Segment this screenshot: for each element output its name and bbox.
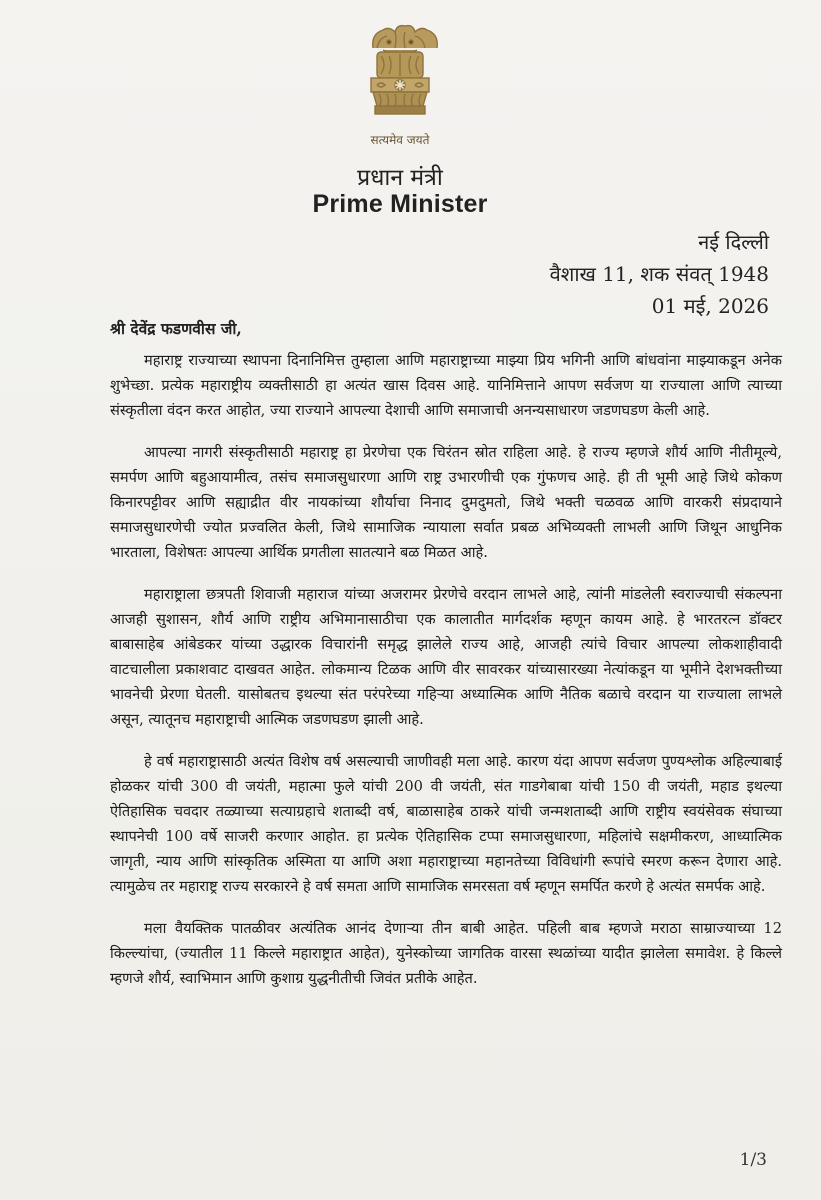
- salutation: श्री देवेंद्र फडणवीस जी,: [110, 319, 242, 338]
- page-number: 1/3: [739, 1150, 767, 1170]
- office-title-hindi: प्रधान मंत्री: [357, 165, 443, 191]
- emblem-motto: सत्यमेव जयते: [370, 133, 430, 147]
- place: नई दिल्ली: [698, 230, 769, 254]
- paragraph: मला वैयक्तिक पातळीवर अत्यंतिक आनंद देणाऱ्या तीन बाबी आहेत. पहिली बाब म्हणजे मराठा साम्राज्याच्या 12 किल्ल्यांचा, (ज्यातील 11 किल्ले महाराष्ट्रात आहेत), युनेस्कोच्या जागतिक वारसा स्थळांच्या यादीत झालेला समावेश. हे किल्ले म्हणजे शौर्य, स्वाभिमान आणि कुशाग्र युद्धनीतीची जिवंत प्रतीके आहेत.: [110, 920, 782, 987]
- date: 01 मई, 2026: [651, 294, 769, 318]
- letter-body: [110, 348, 782, 1008]
- paragraph: आपल्या नागरी संस्कृतीसाठी महाराष्ट्र हा प्रेरणेचा एक चिरंतन स्रोत राहिला आहे. हे राज्य म्हणजे शौर्य आणि नीतीमूल्ये, समर्पण आणि बहुआयामीत्व, तसंच समाजसुधारणा आणि राष्ट्र उभारणीची एक गुंफणच आहे. ही ती भूमी आहे जिथे कोकण किनारपट्टीवर आणि सह्याद्रीत वीर नायकांच्या शौर्याचा निनाद दुमदुमतो, जिथे भक्ती चळवळ आणि वारकरी संप्रदायाने समाजसुधारणेची ज्योत प्रज्वलित केली, जिथे सामाजिक न्यायाला सर्वात प्रबळ अभिव्यक्ती लाभली आणि जिथून आधुनिक भारताला, विशेषतः आपल्या आर्थिक प्रगतीला सातत्याने बळ मिळत आहे.: [110, 444, 782, 561]
- paragraph: महाराष्ट्राला छत्रपती शिवाजी महाराज यांच्या अजरामर प्रेरणेचे वरदान लाभले आहे, त्यांनी मांडलेली स्वराज्याची संकल्पना आजही सुशासन, शौर्य आणि राष्ट्रीय अभिमानासाठीचा एक कालातीत मार्गदर्शक म्हणून कायम आहे. हे भारतरत्न डॉक्टर बाबासाहेब आंबेडकर यांच्या उद्धारक विचारांनी समृद्ध झालेले राज्य आहे, आजही त्यांचे विचार आपल्या लोकशाहीवादी वाटचालीला प्रकाशवाट दाखवत आहेत. लोकमान्य टिळक आणि वीर सावरकर यांच्यासारख्या नेत्यांकडून या भूमीने देशभक्तीच्या भावनेची प्रेरणा घेतली. यासोबतच इथल्या संत परंपरेच्या गहिऱ्या अध्यात्मिक आणि नैतिक बळाचे वरदान या राज्याला लाभले असून, त्यातूनच महाराष्ट्राची आत्मिक जडणघडण झाली आहे.: [110, 586, 782, 728]
- office-title-english: Prime Minister: [312, 190, 488, 218]
- saka-date: वैशाख 11, शक संवत् 1948: [549, 262, 769, 286]
- national-emblem-icon: [355, 18, 445, 136]
- place-date-block: [550, 226, 769, 322]
- paragraph: हे वर्ष महाराष्ट्रासाठी अत्यंत विशेष वर्ष असल्याची जाणीवही मला आहे. कारण यंदा आपण सर्वजण पुण्यश्लोक अहिल्याबाई होळकर यांची 300 वी जयंती, महात्मा फुले यांची 200 वी जयंती, संत गाडगेबाबा यांची 150 वी जयंती, महाड इथल्या ऐतिहासिक चवदार तळ्याच्या सत्याग्रहाचे शताब्दी वर्ष, बाळासाहेब ठाकरे यांची जन्मशताब्दी आणि राष्ट्रीय स्वयंसेवक संघाच्या स्थापनेची 100 वर्षे साजरी करणार आहोत. हा प्रत्येक ऐतिहासिक टप्पा समाजसुधारणा, महिलांचे सक्षमीकरण, आध्यात्मिक जागृती, न्याय आणि सांस्कृतिक अस्मिता या आणि अशा महाराष्ट्राच्या महानतेच्या विविधांगी रूपांचे स्मरण करून देणारा आहे. त्यामुळेच तर महाराष्ट्र राज्य सरकारने हे वर्ष समता आणि सामाजिक समरसता वर्ष म्हणून समर्पित करणे हे अत्यंत समर्पक आहे.: [110, 753, 782, 895]
- paragraph: महाराष्ट्र राज्याच्या स्थापना दिनानिमित्त तुम्हाला आणि महाराष्ट्राच्या माझ्या प्रिय भगिनी आणि बांधवांना माझ्याकडून अनेक शुभेच्छा. प्रत्येक महाराष्ट्रीय व्यक्तीसाठी हा अत्यंत खास दिवस आहे. यानिमित्ताने आपण सर्वजण या राज्याला आणि त्याच्या संस्कृतीला वंदन करत आहोत, ज्या राज्याने आपल्या देशाची आणि समाजाची अनन्यसाधारण जडणघडण केली आहे.: [110, 352, 782, 419]
